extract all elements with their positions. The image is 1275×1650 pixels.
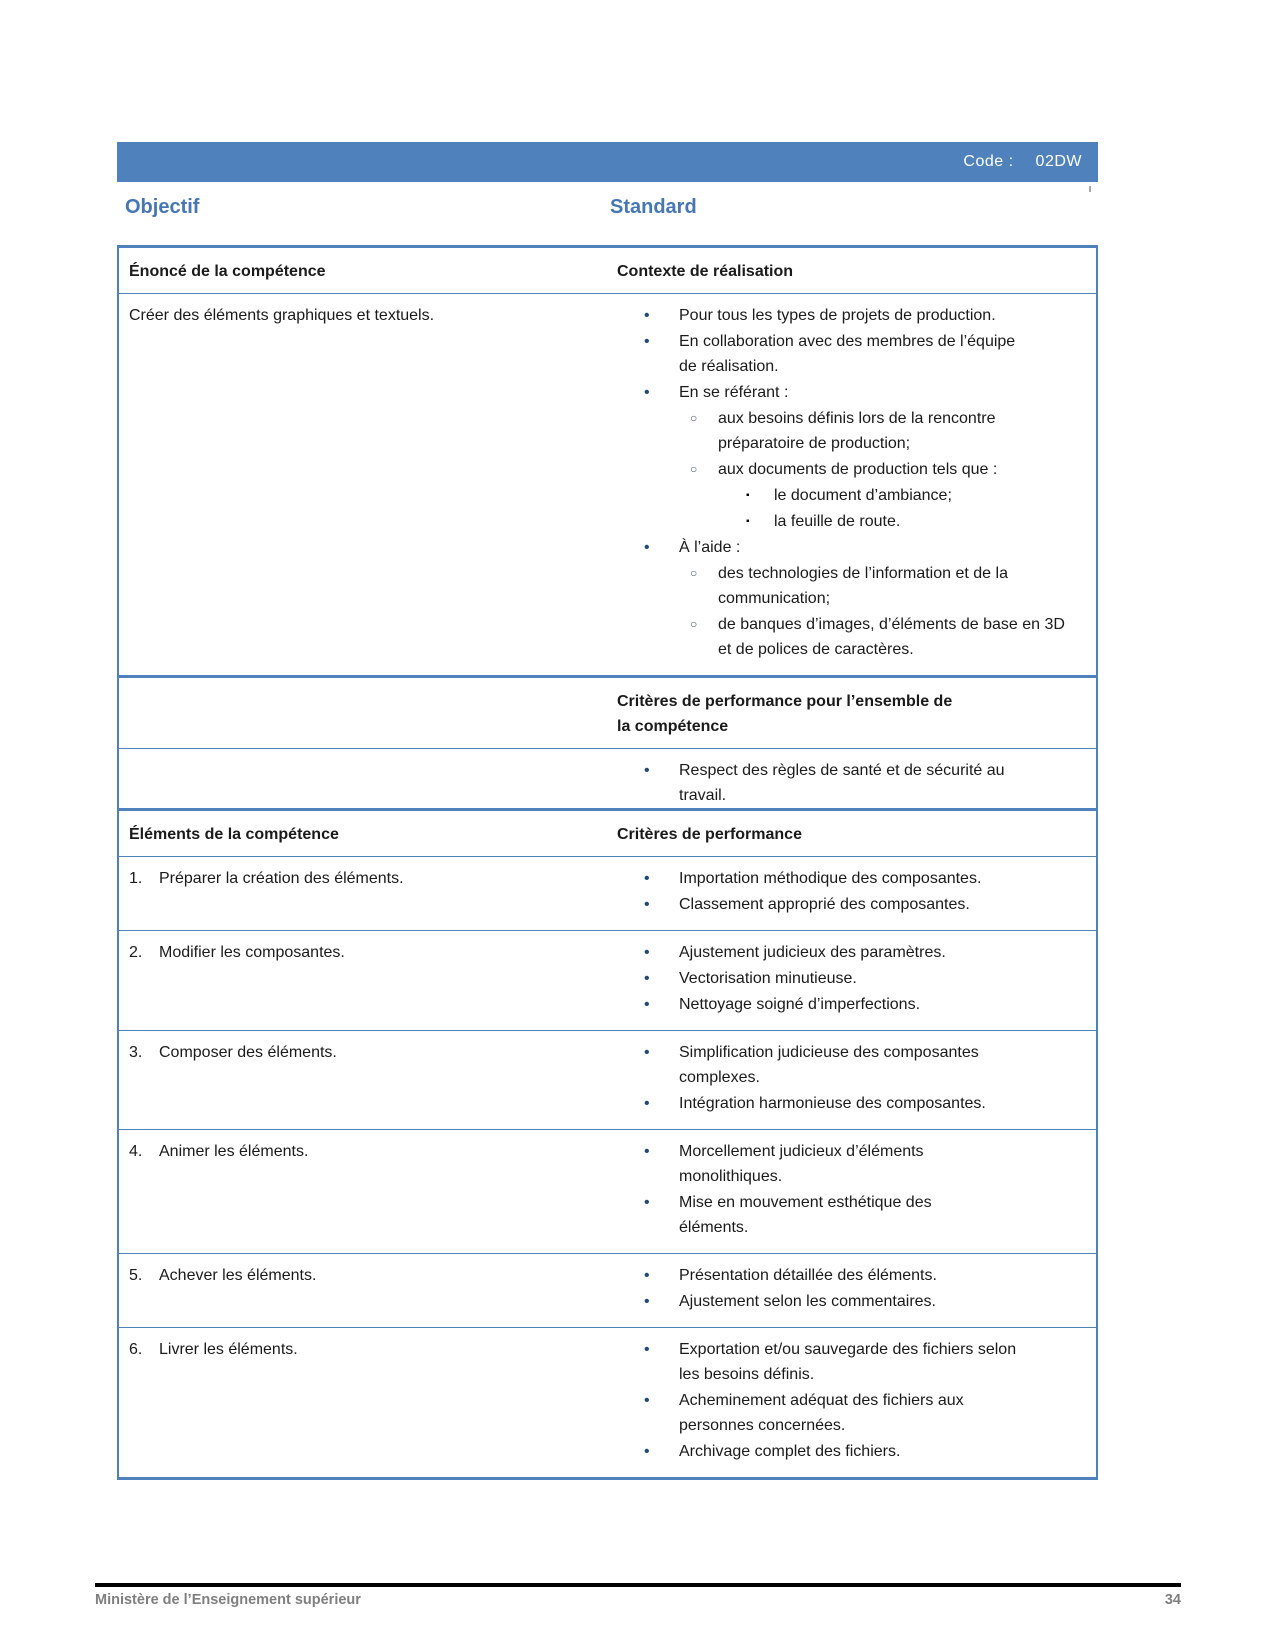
square-bullet-icon: ▪ (746, 490, 750, 501)
list-item (644, 1263, 1088, 1288)
element-number: 2. (129, 944, 143, 961)
element-text: Livrer les éléments. (159, 1341, 298, 1358)
contexte-header: Contexte de réalisation (617, 263, 794, 280)
bullet-icon: • (644, 1143, 650, 1160)
table-row (119, 857, 1096, 931)
bullet-icon: • (644, 970, 650, 987)
list-item-text: Présentation détaillée des éléments. (679, 1267, 937, 1284)
table-body-row (119, 294, 1096, 675)
list-item (644, 303, 1088, 328)
list-item-text: Archivage complet des fichiers. (679, 1443, 901, 1460)
bullet-icon: • (644, 539, 650, 556)
element-number: 6. (129, 1341, 143, 1358)
list-item-text: Vectorisation minutieuse. (679, 970, 857, 987)
bullet-icon: • (644, 996, 650, 1013)
standard-heading: Standard (610, 196, 697, 218)
element-cell (119, 857, 610, 930)
bullet-icon: • (644, 1194, 650, 1211)
stray-tick-mark (1089, 186, 1091, 192)
table-row (119, 931, 1096, 1031)
element-number: 5. (129, 1267, 143, 1284)
element-cell (119, 1328, 610, 1477)
list-item (644, 940, 1088, 965)
list-item-text: de banques d’images, d’éléments de base en 3D et de polices de caractères. (718, 616, 1065, 658)
code-value: 02DW (1035, 153, 1082, 170)
list-item-text: aux documents de production tels que : (718, 461, 998, 478)
list-item-text: Pour tous les types de projets de production. (679, 307, 996, 324)
list-item-text: Classement approprié des composantes. (679, 896, 970, 913)
bullet-icon: • (644, 307, 650, 324)
bullet-icon: • (644, 762, 650, 779)
criteria-cell (610, 1130, 1096, 1253)
table-header-row (119, 811, 1096, 857)
bullet-icon: • (644, 384, 650, 401)
global-criteria-header-text: Critères de performance pour l’ensemble de la compétence (617, 693, 953, 735)
circle-bullet-icon: ○ (690, 617, 698, 631)
bullet-icon: • (644, 1267, 650, 1284)
global-criteria-header (610, 678, 1096, 748)
list-item (644, 992, 1088, 1017)
criteria-cell (610, 1328, 1096, 1477)
list-item (644, 1337, 1088, 1387)
list-item-text: Mise en mouvement esthétique des éléments. (679, 1194, 932, 1236)
table-row (119, 1254, 1096, 1328)
list-item-text: des technologies de l’information et de la communication; (718, 565, 1008, 607)
competence-statement: Créer des éléments graphiques et textuels. (129, 307, 435, 324)
element-text: Modifier les composantes. (159, 944, 345, 961)
list-item (644, 892, 1088, 917)
element-number: 3. (129, 1044, 143, 1061)
list-item (644, 1139, 1088, 1189)
list-item-text: Simplification judicieuse des composantes complexes. (679, 1044, 979, 1086)
bullet-icon: • (644, 1392, 650, 1409)
table-header-row (119, 678, 1096, 749)
objectif-heading: Objectif (125, 196, 200, 218)
list-item-text: aux besoins définis lors de la rencontre préparatoire de production; (718, 410, 996, 452)
list-item (690, 561, 1088, 611)
list-item-text: En collaboration avec des membres de l’équipe de réalisation. (679, 333, 1016, 375)
list-item-text: Nettoyage soigné d’imperfections. (679, 996, 921, 1013)
list-item-text: Intégration harmonieuse des composantes. (679, 1095, 986, 1112)
table-row (119, 1031, 1096, 1130)
list-item-text: Exportation et/ou sauvegarde des fichiers selon les besoins définis. (679, 1341, 1017, 1383)
list-item (690, 612, 1088, 662)
list-item (690, 406, 1088, 456)
page-footer (95, 1583, 1181, 1608)
bullet-icon: • (644, 1044, 650, 1061)
criteria-cell (610, 931, 1096, 1030)
element-text: Préparer la création des éléments. (159, 870, 404, 887)
element-cell (119, 1130, 610, 1253)
list-item (644, 1439, 1088, 1464)
section-headings (117, 196, 1098, 228)
code-bar (117, 142, 1098, 182)
list-item (690, 457, 1088, 482)
list-item-text: Morcellement judicieux d’éléments monolithiques. (679, 1143, 924, 1185)
bullet-icon: • (644, 944, 650, 961)
circle-bullet-icon: ○ (690, 411, 698, 425)
empty-header-cell (119, 678, 610, 748)
criteria-cell (610, 1031, 1096, 1129)
list-item (644, 1190, 1088, 1240)
list-item-text: la feuille de route. (774, 513, 901, 530)
list-item-text: Respect des règles de santé et de sécurité au travail. (679, 762, 1005, 804)
criteria-header: Critères de performance (617, 826, 802, 843)
list-item (644, 866, 1088, 891)
element-text: Animer les éléments. (159, 1143, 309, 1160)
bullet-icon: • (644, 870, 650, 887)
list-item-text: Acheminement adéquat des fichiers aux personnes concernées. (679, 1392, 964, 1434)
competence-context-table (117, 245, 1098, 678)
list-item-text: À l’aide : (679, 539, 741, 556)
list-item-text: En se référant : (679, 384, 789, 401)
global-performance-table (117, 675, 1098, 824)
footer-ministry-text: Ministère de l’Enseignement supérieur (95, 1592, 361, 1608)
table-row (119, 1130, 1096, 1254)
list-item (644, 758, 1088, 808)
list-item (746, 509, 1088, 534)
table-header-row (119, 248, 1096, 294)
list-item-text: Ajustement judicieux des paramètres. (679, 944, 946, 961)
list-item-text: Ajustement selon les commentaires. (679, 1293, 936, 1310)
list-item-text: Importation méthodique des composantes. (679, 870, 982, 887)
enonce-header: Énoncé de la compétence (129, 263, 326, 280)
context-list (610, 294, 1096, 675)
circle-bullet-icon: ○ (690, 462, 698, 476)
square-bullet-icon: ▪ (746, 516, 750, 527)
list-item (644, 1040, 1088, 1090)
list-item-text: le document d’ambiance; (774, 487, 952, 504)
list-item (644, 966, 1088, 991)
list-item (644, 1091, 1088, 1116)
criteria-cell (610, 1254, 1096, 1327)
table-row (119, 1328, 1096, 1477)
list-item (644, 535, 1088, 560)
bullet-icon: • (644, 1341, 650, 1358)
list-item (644, 329, 1088, 379)
elements-header: Éléments de la compétence (129, 826, 339, 843)
element-text: Achever les éléments. (159, 1267, 317, 1284)
element-cell (119, 931, 610, 1030)
list-item (644, 1388, 1088, 1438)
list-item (644, 380, 1088, 405)
element-text: Composer des éléments. (159, 1044, 337, 1061)
footer-page-number: 34 (1164, 1592, 1181, 1608)
element-number: 1. (129, 870, 143, 887)
bullet-icon: • (644, 333, 650, 350)
bullet-icon: • (644, 1293, 650, 1310)
element-number: 4. (129, 1143, 143, 1160)
code-label: Code : (963, 153, 1014, 170)
elements-criteria-table (117, 808, 1098, 1480)
bullet-icon: • (644, 896, 650, 913)
circle-bullet-icon: ○ (690, 566, 698, 580)
bullet-icon: • (644, 1095, 650, 1112)
criteria-cell (610, 857, 1096, 930)
element-cell (119, 1254, 610, 1327)
list-item (644, 1289, 1088, 1314)
list-item (746, 483, 1088, 508)
bullet-icon: • (644, 1443, 650, 1460)
element-cell (119, 1031, 610, 1129)
